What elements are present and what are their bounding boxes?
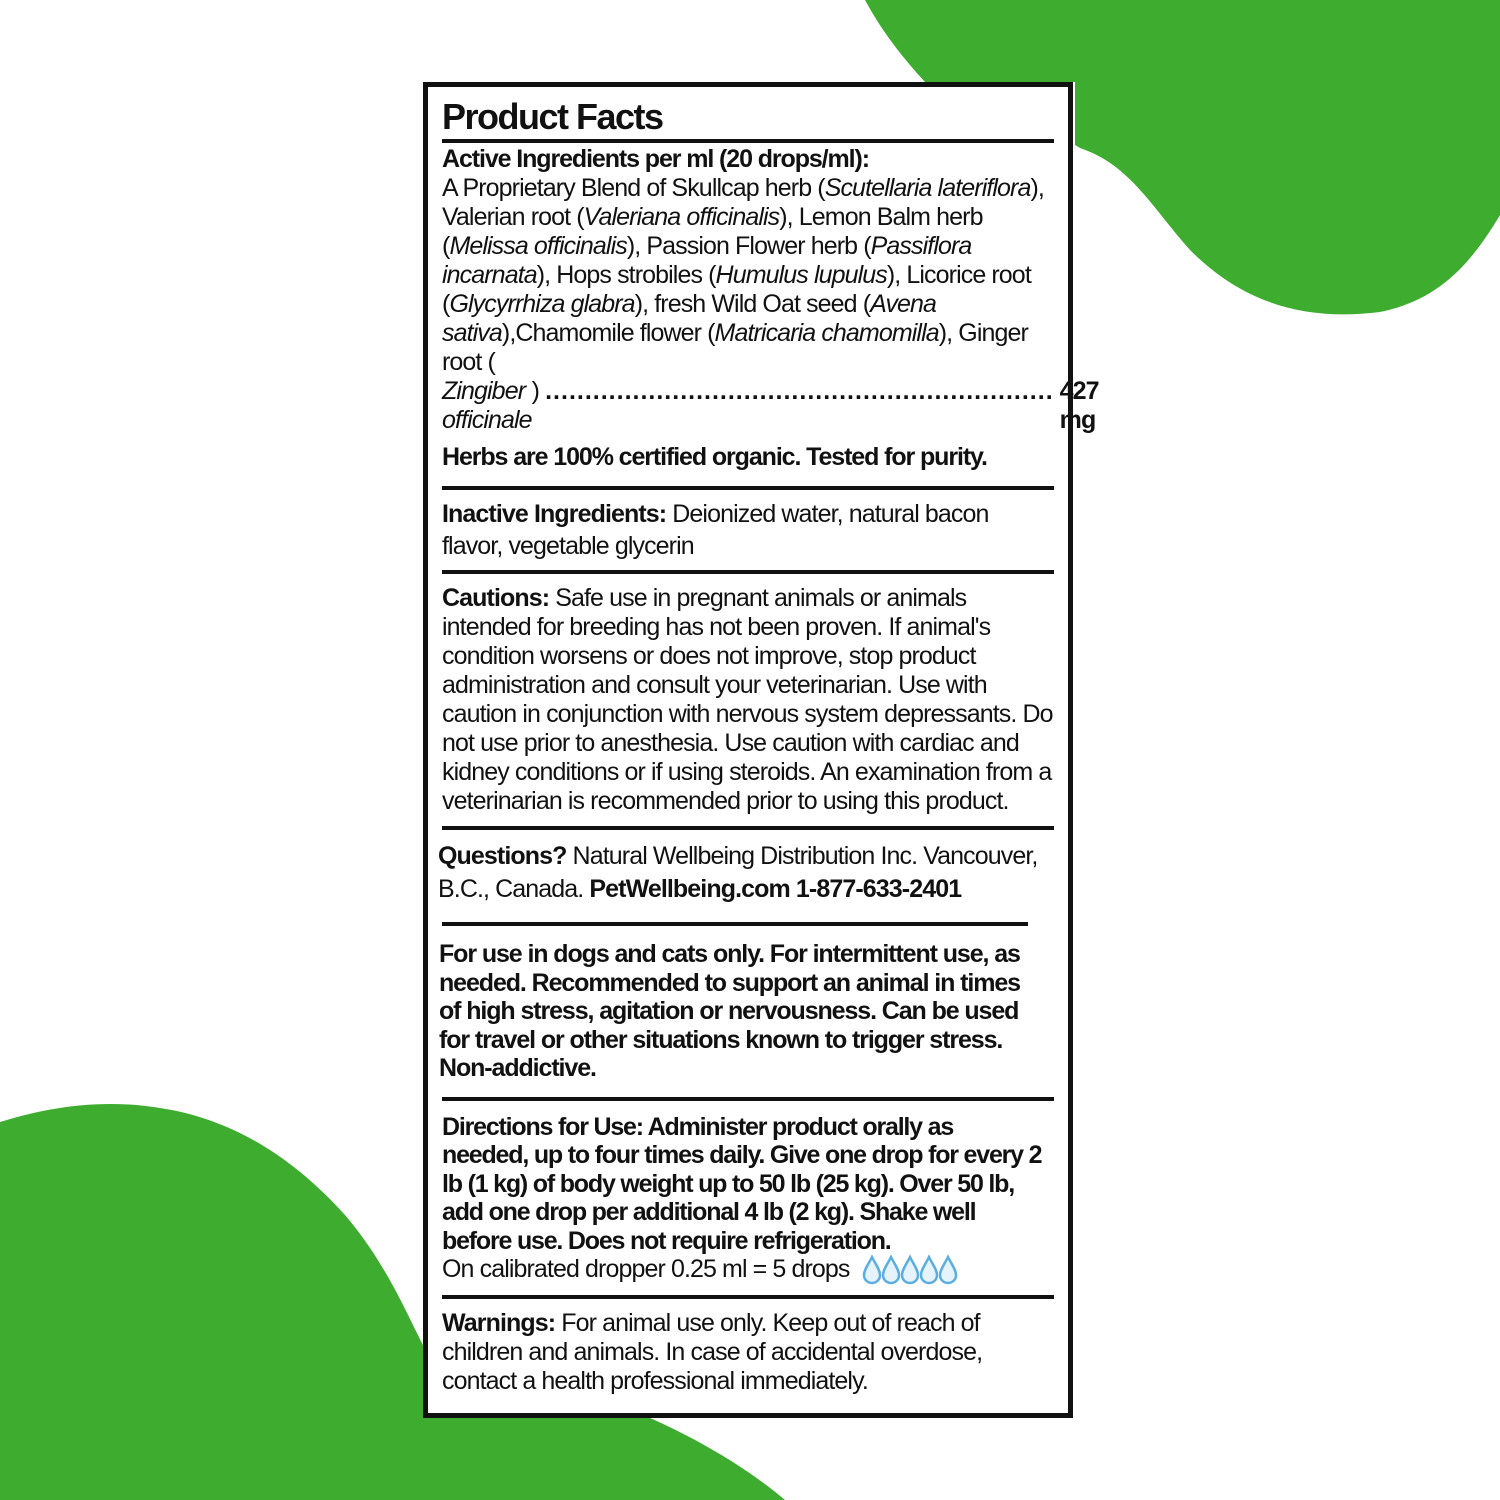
product-facts-panel: [423, 82, 1099, 1418]
ingredient-text: ), fresh Wild Oat seed (: [634, 290, 871, 318]
ingredient-text: ),Chamomile flower (: [501, 319, 715, 347]
ingredient-text: ), Hops strobiles (: [536, 261, 716, 289]
ingredient-latin-name: Passiflora incarnata: [442, 232, 972, 289]
cautions-heading: Cautions:: [442, 584, 550, 612]
phone-number: 1-877-633-2401: [789, 875, 962, 903]
questions-text: Natural Wellbeing Distribution Inc. Vancouver, B.C., Canada.: [438, 842, 1038, 903]
blend-amount-line: [442, 377, 1099, 435]
warnings-text: For animal use only. Keep out of reach of children and animals. In case of accidental overdose, contact a health professional immediately.: [442, 1309, 983, 1396]
dropper-note: [442, 1255, 1042, 1285]
blend-amount: 427 mg: [1059, 377, 1099, 434]
ingredient-text: ), Passion Flower herb (: [626, 232, 871, 260]
active-ingredients-heading: Active Ingredients per ml (20 drops/ml):: [442, 145, 869, 173]
ingredient-latin-name: Scutellaria lateriflora: [824, 174, 1031, 202]
inactive-ingredients-text: Deionized water, natural bacon flavor, vegetable glycerin: [442, 500, 989, 560]
ingredient-text: ), Ginger root (: [442, 319, 1028, 376]
directions-section: [442, 1101, 1054, 1296]
directions-text: Directions for Use: Administer product orally as needed, up to four times daily. Give one drop for every 2 lb (1 kg) of body weight up to 50 lb (25 kg). Over 50 lb, add one drop per additional 4 lb (2 kg). Shake well before use. Does not require refrigeration.: [442, 1112, 1042, 1255]
ingredient-latin-name: Humulus lupulus: [715, 261, 887, 289]
ingredient-text: ), Licorice root (: [442, 261, 1031, 318]
questions-heading: Questions?: [438, 842, 567, 870]
ingredient-latin-name: Melissa officinalis: [449, 232, 627, 260]
water-drops-icon: [862, 1255, 962, 1285]
organic-statement: Herbs are 100% certified organic. Tested for purity.: [442, 443, 987, 471]
product-facts-title: Product Facts: [442, 97, 1054, 143]
cautions-text: Safe use in pregnant animals or animals intended for breeding has not been proven. If animal's condition worsens or does not improve, stop product administration and consult your veterinarian. Use with caution in conjunction with nervous system depressants. Do not use prior to anesthesia. Use caution with cardiac and kidney conditions or if using steroids. An examination from a veterinarian is recommended prior to using this product.: [442, 584, 1053, 815]
ingredient-text: A Proprietary Blend of Skullcap herb (: [442, 174, 825, 202]
cautions-section: [442, 574, 1054, 826]
drop-icon: [883, 1257, 899, 1283]
usage-statement: For use in dogs and cats only. For intermittent use, as needed. Recommended to support an animal in times of high stress, agitation or nervousness. Can be used for travel or other situations known to trigger stress. Non-addictive.: [439, 940, 1020, 1082]
warnings-section: [442, 1299, 1054, 1396]
active-ingredients-list: [442, 174, 1054, 377]
ingredient-text: ), Lemon Balm herb (: [442, 203, 983, 260]
ingredient-text: ): [531, 377, 540, 405]
dropper-text: On calibrated dropper 0.25 ml = 5 drops: [442, 1255, 850, 1283]
ingredient-latin-name: Zingiber officinale: [442, 377, 532, 434]
ingredient-text: ), Valerian root (: [442, 174, 1044, 231]
questions-section: [438, 830, 1054, 922]
ingredient-latin-name: Matricaria chamomilla: [714, 319, 939, 347]
drop-icon: [921, 1257, 937, 1283]
drop-icon: [940, 1257, 956, 1283]
ingredient-latin-name: Avena sativa: [442, 290, 937, 347]
inactive-ingredients-heading: Inactive Ingredients:: [442, 500, 667, 528]
warnings-heading: Warnings:: [442, 1309, 556, 1338]
dot-leader: ................................................................: [545, 377, 1054, 405]
ingredient-latin-name: Valeriana officinalis: [583, 203, 780, 231]
inactive-ingredients-section: [442, 490, 1054, 570]
drop-icon: [864, 1257, 880, 1283]
website-link[interactable]: PetWellbeing.com: [589, 875, 790, 903]
drop-icon: [902, 1257, 918, 1283]
ingredient-latin-name: Glycyrrhiza glabra: [449, 290, 635, 318]
active-ingredients-section: [442, 143, 1099, 486]
